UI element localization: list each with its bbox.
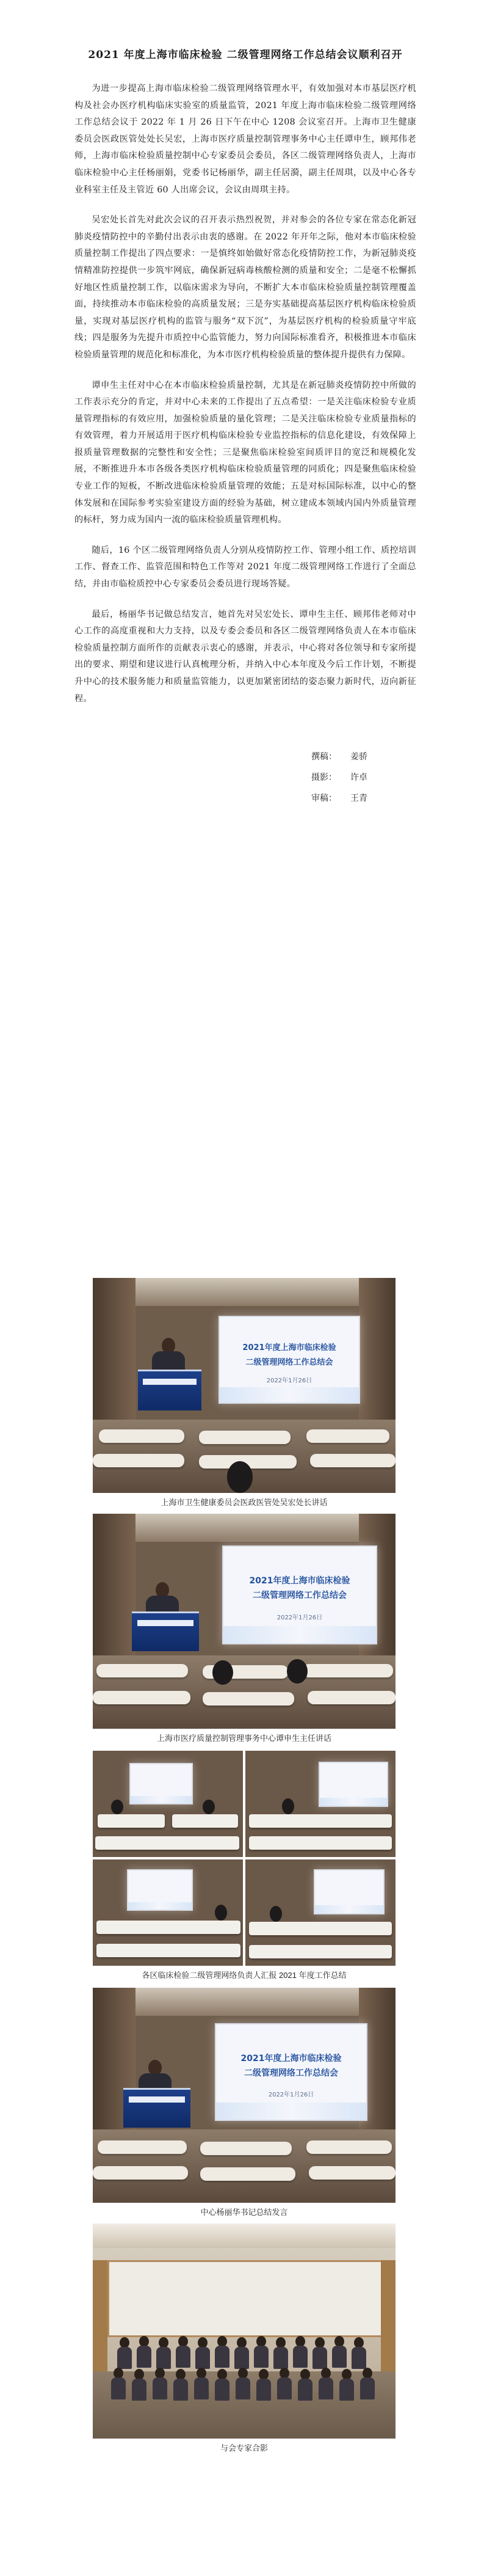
photo-caption-4: 中心杨丽华书记总结发言 [200, 2208, 288, 2217]
photo-figure-2 [93, 1514, 396, 1748]
credit-photographer: 摄影： 许卓 [311, 773, 367, 783]
photo-speech-yang-lihua [93, 1988, 396, 2203]
photo-caption-5: 与会专家合影 [220, 2443, 268, 2453]
photo-figure-3 [93, 1751, 396, 1985]
photo-caption-1: 上海市卫生健康委员会医政医管处吴宏处长讲话 [161, 1498, 328, 1507]
podium [123, 2088, 190, 2128]
screen-date: 2022年1月26日 [268, 2092, 314, 2099]
paragraph-closing: 最后，杨丽华书记做总结发言，她首先对吴宏处长、谭申生主任、顾邦伟老师对中心工作的高度重视和大力支持，以及专委会委员和各区二级管理网络负责人在本市临床检验质量控制方面所作的贡献表示衷心的感谢，并表示，中心将对各位领导和专家所提出的要求、期望和建议进行认真梳理分析，并纳入中心本年度及今后工作计划，不断提升中心的技术服务能力和质量监管能力，以更加紧密团结的姿态聚力新时代，迈向新征程。 [74, 609, 416, 704]
photo-figure-1 [93, 1278, 396, 1512]
paragraph-wu-hong: 吴宏处长首先对此次会议的召开表示热烈祝贺，并对参会的各位专家在常态化新冠肺炎疫情防控中的辛勤付出表示由衷的感谢。在 2022 年开年之际，他对本市临床检验质量控制工作提出了四点要求：一是慎终如始做好常态化疫情防控工作，为新冠肺炎疫情精准防控提供一步筑牢网底，确保新冠病毒核酸检测的质量和安全；二是毫不松懈抓好地区性质量控制工作，以临床需求为导向，不断扩大本市临床检验质量控制管理覆盖面，持续推动本市临床检验的高质量发展；三是夯实基础提高基层医疗机构临床检验质量，实现对基层医疗机构的监管与服务“双下沉”，为基层医疗机构的检验质量守牢底线；四是服务为先提升市质控中心监管能力，努力向国际标准看齐，积极推进本市临床检验质量管理的规范化和标准化，为本市医疗机构检验质量的整体提升提供有力保障。 [74, 215, 416, 360]
screen-date: 2022年1月26日 [266, 1377, 312, 1385]
paragraph-intro: 为进一步提高上海市临床检验二级管理网络管理水平，有效加强对本市基层医疗机构及社会办医疗机构临床实验室的质量监管，2021 年度上海市临床检验二级管理网络工作总结会议于 2022 年 1 月 26 日下午在中心 1208 会议室召开。上海市卫生健康委员会医政医管处处长吴宏，上海市医疗质量控制管理事务中心主任谭申生，顾邦伟老师，上海市临床检验质量控制中心专家委员会委员，各区二级管理网络负责人，上海市临床检验中心主任杨丽娟，党委书记杨丽华，副主任居漪，副主任周琪，以及中心各专业科室主任及主管近 60 人出席会议，会议由周琪主持。 [74, 84, 416, 195]
podium [138, 1370, 201, 1410]
photo-district-reports [93, 1751, 396, 1966]
photo-figure-4 [93, 1988, 396, 2222]
photo-figure-5 [93, 2224, 396, 2458]
screen-date: 2022年1月26日 [276, 1615, 323, 1622]
projection-screen [222, 1545, 377, 1644]
photo-caption-2: 上海市医疗质量控制管理事务中心谭申生主任讲话 [156, 1734, 331, 1743]
report-photo-4 [245, 1859, 396, 1966]
credit-writer: 撰稿： 姜骄 [311, 752, 367, 762]
report-photo-1 [93, 1751, 243, 1857]
article-title: 2021 年度上海市临床检验 二级管理网络工作总结会议顺利召开 [88, 49, 403, 61]
photo-group [93, 2224, 396, 2439]
screen-title: 2021年度上海市临床检验 二级管理网络工作总结会 [240, 2053, 342, 2078]
screen-title: 2021年度上海市临床检验 二级管理网络工作总结会 [249, 1576, 350, 1601]
projection-screen [219, 1316, 360, 1404]
article [74, 0, 416, 809]
paragraph-district-reports: 随后，16 个区二级管理网络负责人分别从疫情防控工作、管理小组工作、质控培训工作、督查工作、监管范围和特色工作等对 2021 年度二级管理网络工作进行了全面总结，并由市临检质控中心专家委员会委员进行现场答疑。 [74, 545, 416, 589]
paragraph-tan-shensheng: 谭申生主任对中心在本市临床检验质量控制，尤其是在新冠肺炎疫情防控中所做的工作表示充分的肯定，并对中心未来的工作提出了五点希望：一是关注临床检验专业质量管理指标的有效应用，加强检验质量的量化管理；二是关注临床检验专业质量指标的有效管理，着力开展适用于医疗机构临床检验专业监控指标的信息化建设，有效保障上报质量管理数据的完整性和安全性；三是聚焦临床检验室间质评目的宽泛和规模化发展，不断推进升本市各级各类医疗机构临床检验质量管理的同质化；四是聚焦临床检验专业工作的短板，不断改进临床检验质量管理的效能；五是对标国际标准，以中心的整体发展和在国际参考实验室建设方面的经验为基础，树立建成本领域内国内外质量管理的标杆，努力成为国内一流的临床检验质量管理机构。 [74, 380, 416, 525]
screen-title: 2021年度上海市临床检验 二级管理网络工作总结会 [242, 1343, 336, 1368]
podium [132, 1611, 199, 1651]
photo-speech-tan-shensheng [93, 1514, 396, 1729]
credit-reviewer: 审稿： 王青 [311, 794, 367, 804]
photo-caption-3: 各区临床检验二级管理网络负责人汇报 2021 年度工作总结 [142, 1971, 347, 1980]
credits [74, 746, 416, 809]
projection-screen [215, 2023, 367, 2121]
report-photo-3 [93, 1859, 243, 1966]
photo-speech-wu-hong [93, 1278, 396, 1493]
report-photo-2 [245, 1751, 396, 1857]
